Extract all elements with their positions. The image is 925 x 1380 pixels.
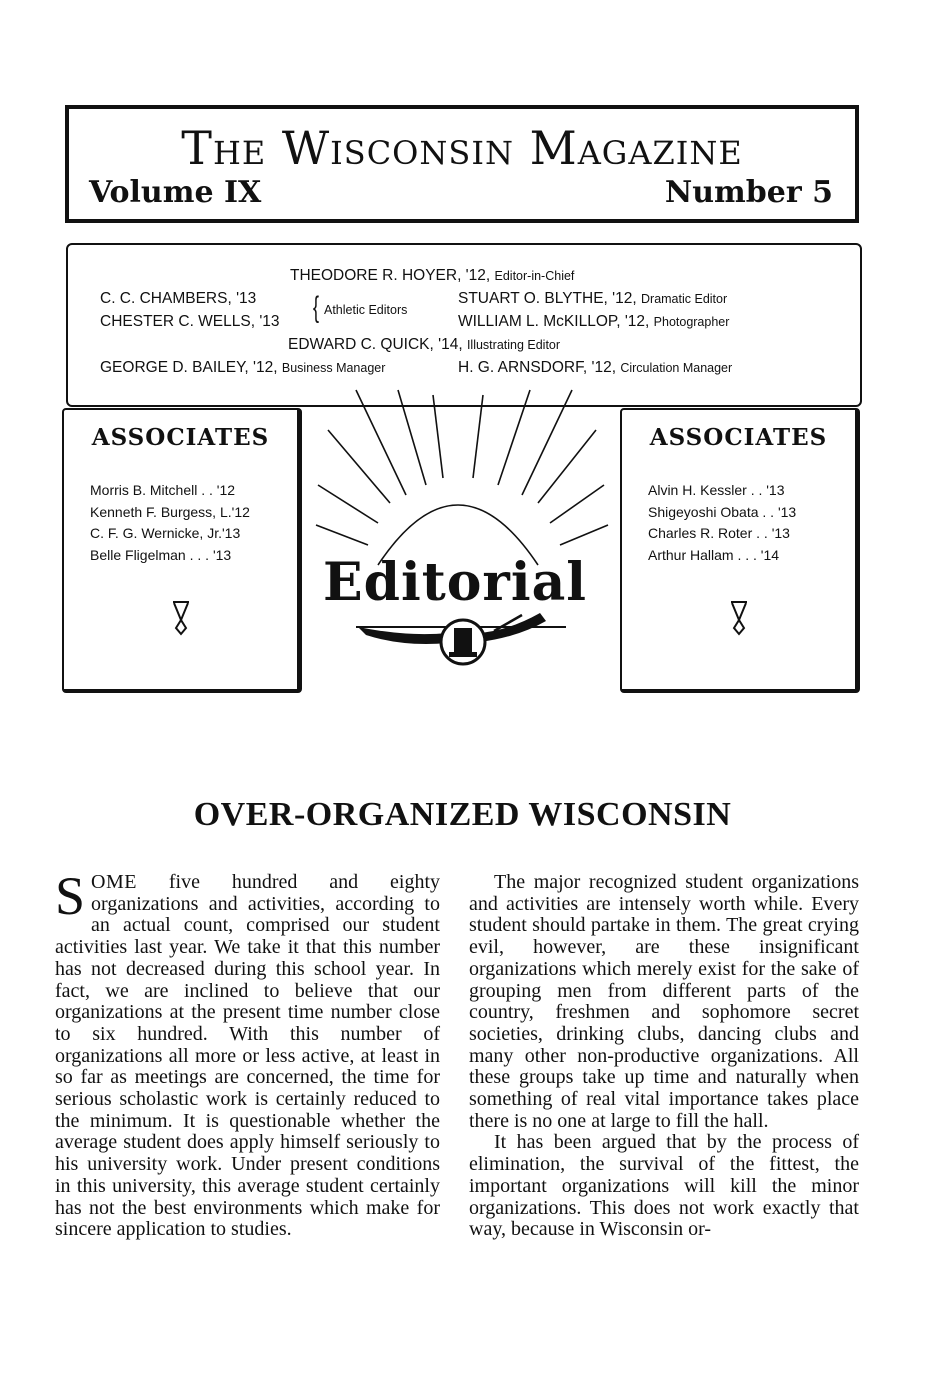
list-item: Belle Fligelman . . . '13	[90, 546, 232, 563]
list-item: Shigeyoshi Obata . . '13	[648, 503, 797, 520]
issue-number: Number 5	[664, 175, 833, 210]
list-item: Morris B. Mitchell . . '12	[90, 482, 236, 498]
left-body-text: five hundred and eighty organizations and activities, according to an actual count, comprised our student activities last year. We take it that this number has not decreased during this school year. In fact, we are inclined to believe that our organizations at the present time number close to six hundred. With this number of organizations all more or less active, at least in so far as meetings are concerned, the time for serious scholastic work is certainly reduced to the minimum. It is questionable whether the average student does apply himself seriously to his university work. Under present conditions in this university, this average student certainly has not the best environments which make for sincere application to studies.	[55, 871, 440, 1241]
list-item: Arthur Hallam . . . '14	[648, 546, 780, 563]
associates-left-list	[90, 480, 250, 566]
article-column-left	[55, 866, 440, 1241]
list-item: Kenneth F. Burgess, L.'12	[90, 503, 250, 520]
list-item: Charles R. Roter . . '13	[648, 525, 790, 541]
hourglass-ornament-icon	[172, 600, 190, 636]
volume-label: Volume IX	[89, 175, 262, 210]
associates-right-list	[648, 480, 796, 566]
brace-icon: {	[313, 291, 320, 324]
article-paragraph: The major recognized student organizations and activities are intensely worth while. Every student should partake in them. The great crying evil, however, are these insignificant organizations which merely exist for the sake of grouping men from different parts of the country, freshmen and sophomore secret societies, drinking clubs, dancing clubs and many other non-productive organizations. All these groups take up time and naturally when something of real vital importance takes place there is no one at large to fill the hall.	[469, 871, 859, 1132]
list-item: Alvin H. Kessler . . '13	[648, 482, 785, 498]
illustrating-editor: EDWARD C. QUICK, '14, Illustrating Editor	[288, 336, 561, 353]
associates-right-title: ASSOCIATES	[649, 424, 828, 451]
business-manager: GEORGE D. BAILEY, '12, Business Manager	[100, 359, 386, 376]
magazine-title: The Wisconsin Magazine	[181, 121, 743, 175]
athletic-editors-label: Athletic Editors	[324, 303, 408, 317]
lead-caps: OME	[91, 871, 137, 893]
masthead	[65, 105, 859, 223]
article-column-right	[469, 872, 859, 1241]
winged-lamp-icon	[356, 613, 566, 664]
associates-left-title: ASSOCIATES	[91, 424, 270, 451]
associates-right-box	[620, 408, 860, 693]
article-paragraph: It has been argued that by the process of elimination, the survival of the fittest, the important organizations will kill the minor organizations. This does not work exactly that way, because in Wisconsin or-	[469, 1131, 859, 1241]
dramatic-editor: STUART O. BLYTHE, '12, Dramatic Editor	[458, 290, 728, 307]
drop-cap: S	[55, 866, 86, 926]
article-headline: OVER-ORGANIZED WISCONSIN	[193, 796, 732, 833]
list-item: C. F. G. Wernicke, Jr.'13	[90, 525, 241, 541]
sunburst-ornament-icon	[308, 385, 620, 695]
circulation-manager: H. G. ARNSDORF, '12, Circulation Manager	[458, 359, 733, 376]
staff-box	[66, 243, 862, 407]
hourglass-ornament-icon	[730, 600, 748, 636]
associates-left-box	[62, 408, 302, 693]
editorial-heading: Editorial	[322, 552, 588, 613]
article-paragraph	[55, 866, 440, 1241]
athletic-editor-2: CHESTER C. WELLS, '13	[100, 313, 280, 330]
athletic-editor-1: C. C. CHAMBERS, '13	[100, 290, 257, 307]
editor-in-chief: THEODORE R. HOYER, '12, Editor-in-Chief	[290, 267, 575, 284]
photographer: WILLIAM L. McKILLOP, '12, Photographer	[458, 313, 730, 330]
